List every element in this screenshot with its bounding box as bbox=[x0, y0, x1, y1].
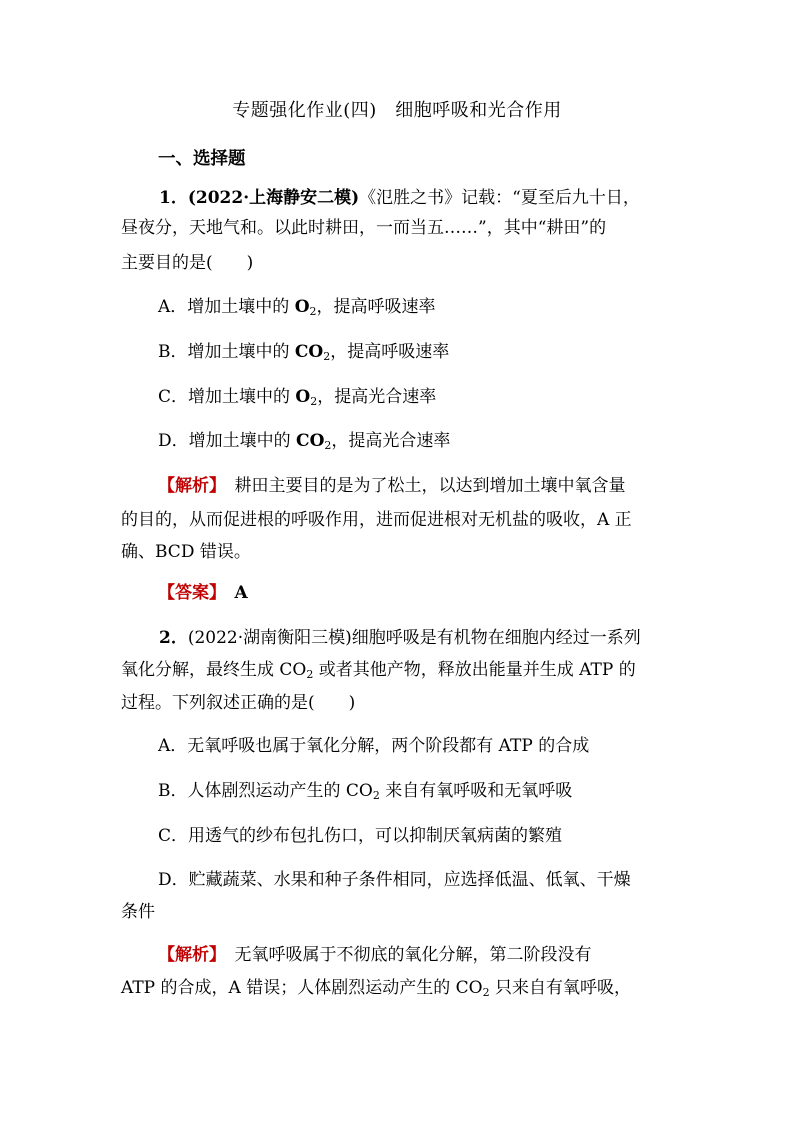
q1-answer: 【答案】 A bbox=[158, 583, 248, 603]
q1-analysis-line-1: 【解析】 耕田主要目的是为了松土，以达到增加土壤中氧含量 bbox=[158, 476, 626, 496]
q2-stem-line-3: 过程。下列叙述正确的是( ) bbox=[121, 693, 356, 713]
q2-option-a: A．无氧呼吸也属于氧化分解，两个阶段都有 ATP 的合成 bbox=[158, 736, 590, 756]
q2-option-d-line-2: 条件 bbox=[121, 902, 155, 922]
answer-tag: 【答案】 bbox=[158, 583, 218, 603]
q1-stem-line-1: 1．(2022·上海静安二模)《氾胜之书》记载：“夏至后九十日， bbox=[159, 188, 640, 208]
q2-stem-line-2: 氧化分解，最终生成 $CO_2$ 或者其他产物，释放出能量并生成 ATP 的 bbox=[121, 660, 636, 681]
q2-option-d-line-1: D．贮藏蔬菜、水果和种子条件相同，应选择低温、低氧、干燥 bbox=[158, 870, 631, 890]
q2-option-b: B．人体剧烈运动产生的 $CO_2$ 来自有氧呼吸和无氧呼吸 bbox=[158, 781, 573, 802]
analysis-tag: 【解析】 bbox=[158, 476, 218, 496]
q1-stem-line-2: 昼夜分，天地气和。以此时耕田，一而当五……”，其中“耕田”的 bbox=[121, 218, 607, 238]
q1-option-b: B．增加土壤中的 $CO_2$，提高呼吸速率 bbox=[158, 342, 450, 363]
q1-option-a: A．增加土壤中的 $O_2$，提高呼吸速率 bbox=[158, 297, 436, 318]
q2-option-c: C．用透气的纱布包扎伤口，可以抑制厌氧病菌的繁殖 bbox=[158, 826, 563, 846]
q2-stem-line-1: 2．(2022·湖南衡阳三模)细胞呼吸是有机物在细胞内经过一系列 bbox=[159, 628, 641, 648]
q1-analysis-line-3: 确、BCD 错误。 bbox=[121, 542, 251, 562]
page-title: 专题强化作业(四) 细胞呼吸和光合作用 bbox=[232, 100, 562, 121]
q1-option-c: C．增加土壤中的 $O_2$，提高光合速率 bbox=[158, 387, 437, 408]
section-heading: 一、选择题 bbox=[158, 149, 246, 169]
q1-option-d: D．增加土壤中的 $CO_2$，提高光合速率 bbox=[158, 431, 451, 452]
q1-stem-line-3: 主要目的是( ) bbox=[121, 253, 254, 273]
q1-analysis-line-2: 的目的，从而促进根的呼吸作用，进而促进根对无机盐的吸收，A 正 bbox=[121, 510, 632, 530]
q2-analysis-line-1: 【解析】 无氧呼吸属于不彻底的氧化分解，第二阶段没有 bbox=[158, 945, 592, 965]
analysis-tag: 【解析】 bbox=[158, 945, 218, 965]
q2-analysis-line-2: ATP 的合成，A 错误；人体剧烈运动产生的 $CO_2$ 只来自有氧呼吸， bbox=[121, 978, 631, 999]
